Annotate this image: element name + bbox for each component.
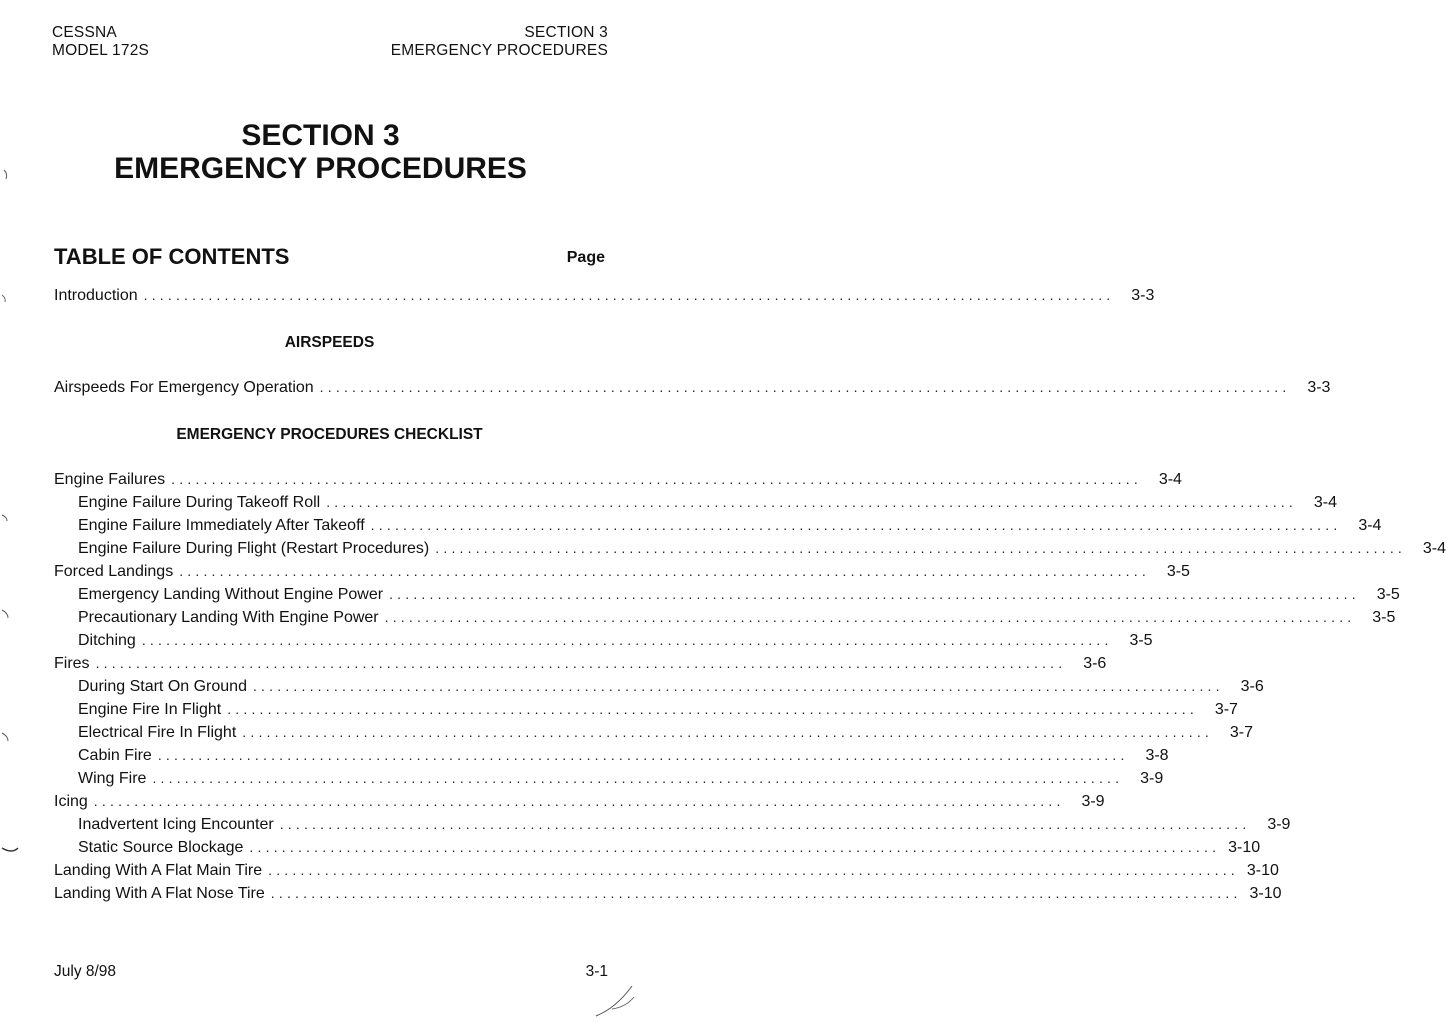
dot-leader: ........................................................................................................................ <box>384 609 1356 625</box>
dot-leader: ........................................................................................................................ <box>252 678 1224 694</box>
header-model: MODEL 172S <box>52 42 150 59</box>
toc-entry-page: 3-5 <box>1166 563 1190 580</box>
toc-entry-label: Engine Failures <box>54 471 166 488</box>
dot-leader: ........................................................................................................................ <box>95 655 1067 671</box>
dot-leader: ........................................................................................................................ <box>326 494 1297 510</box>
dot-leader: ........................................................................................................................ <box>171 471 1142 487</box>
toc-entry-label: Inadvertent Icing Encounter <box>78 816 274 833</box>
toc-entry-label: Engine Fire In Flight <box>78 701 222 718</box>
toc-heading: TABLE OF CONTENTS <box>54 244 290 269</box>
header-section: SECTION 3 <box>524 24 608 41</box>
header-section-title: EMERGENCY PROCEDURES <box>390 42 608 59</box>
dot-leader: ........................................................................................................................ <box>93 793 1065 809</box>
toc-entry-label: Landing With A Flat Main Tire <box>54 862 263 879</box>
toc-entry-label: Engine Failure During Takeoff Roll <box>78 494 321 511</box>
dot-leader: ........................................................................................................................ <box>389 586 1360 602</box>
dot-leader: ........................................................................................................................ <box>319 379 1291 395</box>
dot-leader: ........................................................................................................................ <box>435 540 1407 556</box>
toc-entry-label: Airspeeds For Emergency Operation <box>54 379 314 396</box>
toc-page-label: Page <box>566 249 605 266</box>
toc-entry-page: 3-7 <box>1214 701 1238 718</box>
dot-leader: ........................................................................................................................ <box>242 724 1214 740</box>
pen-mark <box>596 986 632 1016</box>
section-heading-checklist: EMERGENCY PROCEDURES CHECKLIST <box>176 426 483 443</box>
toc-entry-page: 3-6 <box>1083 655 1107 672</box>
toc-entry-label: Electrical Fire In Flight <box>78 724 237 741</box>
dot-leader: ........................................................................................................................ <box>370 517 1342 533</box>
header-manufacturer: CESSNA <box>52 24 117 41</box>
toc-entry-label: Wing Fire <box>78 770 147 787</box>
toc-entry-label: Engine Failure Immediately After Takeoff <box>78 517 365 534</box>
binding-mark <box>2 295 5 302</box>
toc-entry-page: 3-6 <box>1240 678 1264 695</box>
toc-entry-label: Forced Landings <box>54 563 174 580</box>
toc-entry-label: Introduction <box>54 287 138 304</box>
toc-entry-label: Fires <box>54 655 90 672</box>
scan-marks <box>0 0 641 1023</box>
binding-mark <box>2 515 7 521</box>
page-title-line2: EMERGENCY PROCEDURES <box>114 152 527 185</box>
toc-entry-page: 3-4 <box>1358 517 1382 534</box>
toc-entry-page: 3-10 <box>1228 839 1261 856</box>
binding-mark <box>2 733 8 741</box>
toc-entry-page: 3-3 <box>1307 379 1331 396</box>
dot-leader: ........................................................................................................................ <box>249 839 1221 855</box>
page-title-line1: SECTION 3 <box>241 119 400 152</box>
binding-mark <box>4 170 7 179</box>
toc-entry-page: 3-8 <box>1145 747 1169 764</box>
dot-leader: ........................................................................................................................ <box>143 287 1115 303</box>
toc-entry-label: Ditching <box>78 632 136 649</box>
toc-entry-page: 3-9 <box>1140 770 1164 787</box>
toc-entry-label: Cabin Fire <box>78 747 152 764</box>
toc-entry-page: 3-7 <box>1229 724 1254 741</box>
dot-leader: ........................................................................................................................ <box>227 701 1198 717</box>
dot-leader: ........................................................................................................................ <box>279 816 1251 832</box>
dot-leader: ........................................................................................................................ <box>141 632 1113 648</box>
dot-leader: ........................................................................................................................ <box>157 747 1129 763</box>
dot-leader: ........................................................................................................................ <box>179 563 1150 579</box>
toc-entry-page: 3-4 <box>1158 471 1182 488</box>
pen-mark <box>612 997 634 1009</box>
dot-leader: ........................................................................................................................ <box>270 885 1242 901</box>
toc-entry-label: Icing <box>54 793 88 810</box>
footer-page-number: 3-1 <box>585 963 608 980</box>
toc-entry-label: Static Source Blockage <box>78 839 244 856</box>
dot-leader: ........................................................................................................................ <box>268 862 1239 878</box>
toc-entry-page: 3-9 <box>1081 793 1105 810</box>
binding-mark <box>2 610 8 618</box>
toc-entry-label: Emergency Landing Without Engine Power <box>78 586 384 603</box>
toc-entry-label: Landing With A Flat Nose Tire <box>54 885 265 902</box>
toc-entry-page: 3-4 <box>1422 540 1446 557</box>
binding-mark <box>2 848 18 851</box>
toc-entry-page: 3-5 <box>1129 632 1153 649</box>
toc-entry-page: 3-10 <box>1246 862 1279 879</box>
toc-entry-label: Precautionary Landing With Engine Power <box>78 609 379 626</box>
toc-entry-page: 3-10 <box>1249 885 1282 902</box>
toc-entry-page: 3-5 <box>1372 609 1396 626</box>
footer-date: July 8/98 <box>54 963 117 980</box>
toc-entry-page: 3-4 <box>1313 494 1337 511</box>
dot-leader: ........................................................................................................................ <box>152 770 1124 786</box>
toc-entry-label: During Start On Ground <box>78 678 247 695</box>
toc-entry-page: 3-5 <box>1376 586 1400 603</box>
toc-entry-page: 3-3 <box>1131 287 1155 304</box>
toc-entry-label: Engine Failure During Flight (Restart Procedures) <box>78 540 430 557</box>
toc-entry-page: 3-9 <box>1267 816 1291 833</box>
section-heading-airspeeds: AIRSPEEDS <box>284 334 375 351</box>
